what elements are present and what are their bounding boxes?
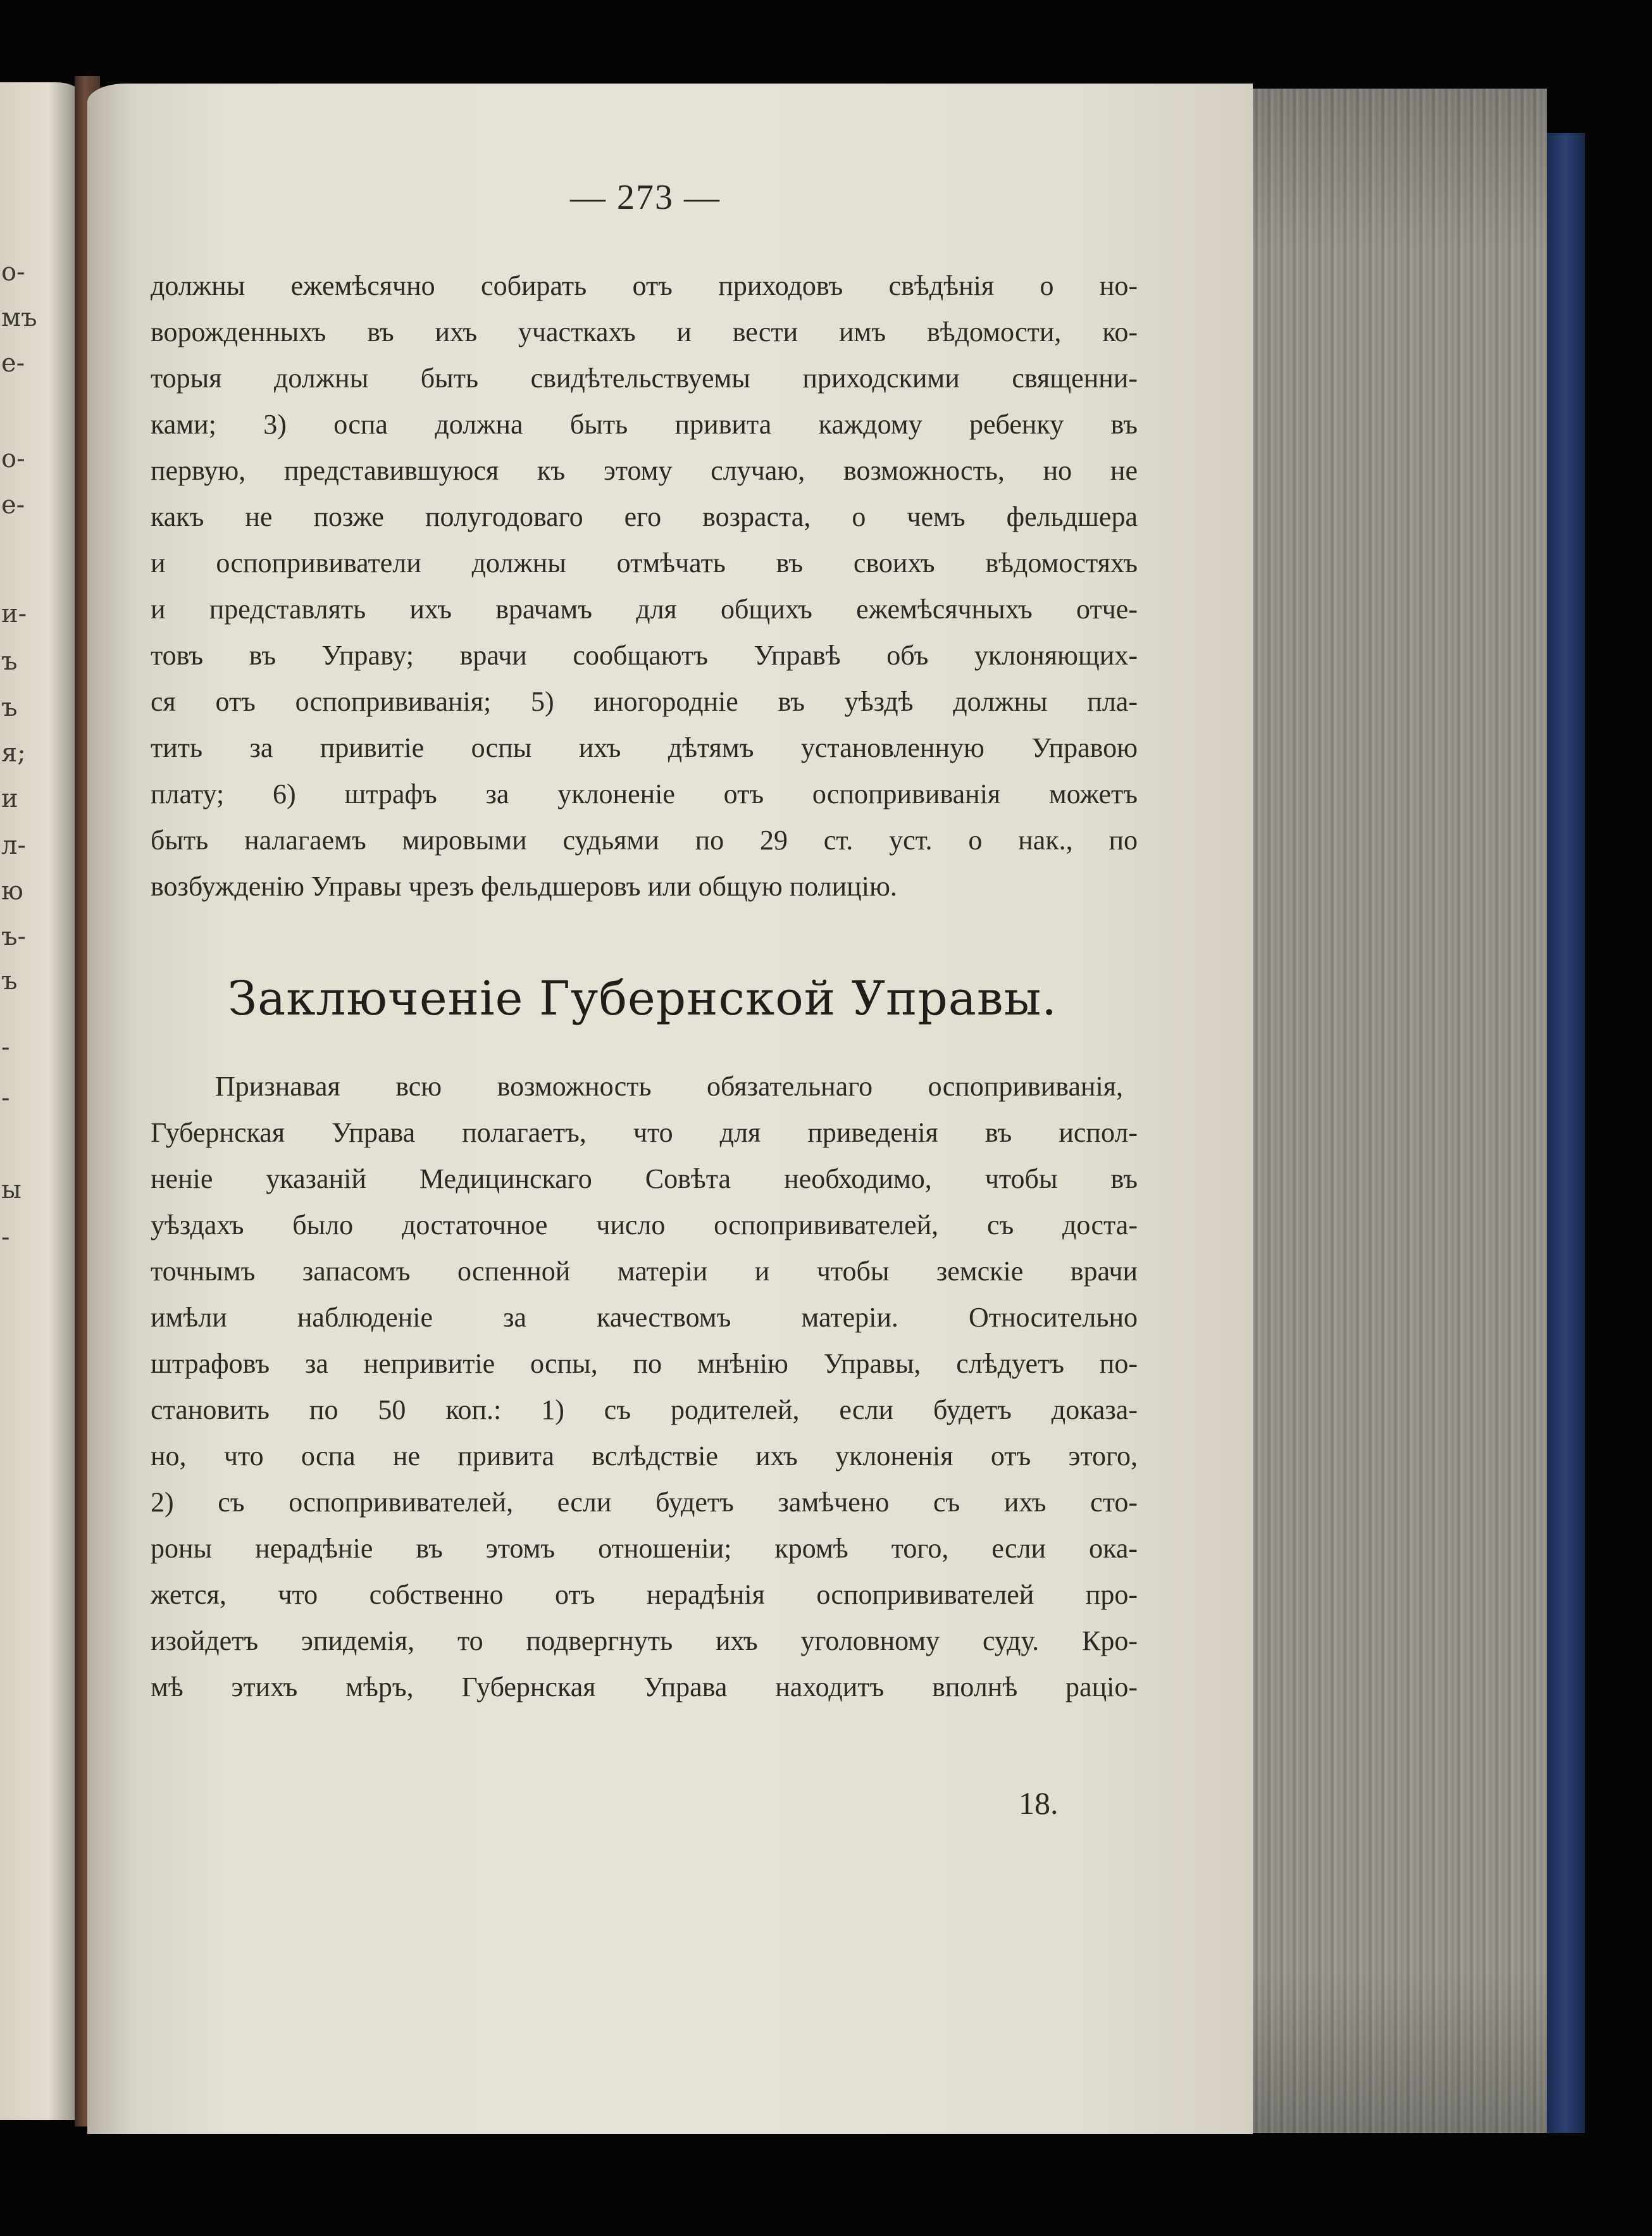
text-line: Губернская Управа полагаетъ, что для приведенія въ испол- <box>151 1117 1138 1148</box>
text-line: но, что оспа не привита вслѣдствіе ихъ уклоненія отъ этого, <box>151 1440 1138 1471</box>
text-line: жется, что собственно отъ нерадѣнія оспопрививателей про- <box>151 1579 1138 1610</box>
left-page-fragment: и <box>1 784 18 813</box>
page-number: — 273 — <box>570 178 721 217</box>
signature-mark: 18. <box>1019 1785 1059 1821</box>
left-page-fragment: ъ <box>1 693 18 722</box>
left-page-fragment: и- <box>1 599 27 628</box>
left-page-fragment: ъ <box>1 647 18 676</box>
text-line: первую, представившуюся къ этому случаю, возможность, но не <box>151 455 1138 486</box>
left-page-fragment: - <box>1 1084 10 1113</box>
text-line: какъ не позже полугодоваго его возраста, о чемъ фельдшера <box>151 501 1138 532</box>
left-page-fragment: - <box>1 1033 10 1062</box>
section-heading: Заключеніе Губернской Управы. <box>228 971 1057 1026</box>
left-page-fragment: е- <box>1 490 25 520</box>
text-line: возбужденію Управы чрезъ фельдшеровъ или общую полицію. <box>151 871 897 902</box>
text-line: и оспопрививатели должны отмѣчать въ своихъ вѣдомостяхъ <box>151 547 1138 578</box>
text-line: изойдетъ эпидемія, то подвергнуть ихъ уголовному суду. Кро- <box>151 1625 1138 1656</box>
text-line: уѣздахъ было достаточное число оспопрививателей, съ доста- <box>151 1209 1138 1240</box>
left-page-fragment: ъ- <box>1 922 26 951</box>
text-line: тить за привитіе оспы ихъ дѣтямъ установленную Управою <box>151 732 1138 763</box>
text-line: мѣ этихъ мѣръ, Губернская Управа находитъ вполнѣ раціо- <box>151 1671 1138 1702</box>
text-line: и представлять ихъ врачамъ для общихъ ежемѣсячныхъ отче- <box>151 594 1138 625</box>
left-page-fragment: о- <box>1 444 25 473</box>
left-page-fragment: ы <box>1 1175 22 1204</box>
text-line: ся отъ оспопрививанія; 5) иногородніе въ уѣздѣ должны пла- <box>151 686 1138 717</box>
text-line: становить по 50 коп.: 1) съ родителей, если будетъ доказа- <box>151 1394 1138 1425</box>
text-line: роны нерадѣніе въ этомъ отношеніи; кромѣ того, если ока- <box>151 1533 1138 1564</box>
text-line: товъ въ Управу; врачи сообщаютъ Управѣ объ уклоняющих- <box>151 640 1138 671</box>
text-line: быть налагаемъ мировыми судьями по 29 ст. уст. о нак., по <box>151 825 1138 856</box>
text-line: торыя должны быть свидѣтельствуемы приходскими священни- <box>151 363 1138 394</box>
left-page-fragment: - <box>1 1223 10 1252</box>
left-page-fragment: е- <box>1 349 25 378</box>
left-page-fragment: о- <box>1 258 25 287</box>
left-facing-page <box>0 82 81 2120</box>
left-page-fragment: я; <box>1 739 26 768</box>
left-page-fragment: мъ <box>1 303 37 332</box>
left-page-fragment: л- <box>1 831 26 860</box>
left-page-fragment: ъ <box>1 966 18 996</box>
text-line: Признавая всю возможность обязательнаго оспопрививанія, <box>215 1071 1123 1102</box>
text-line: плату; 6) штрафъ за уклоненіе отъ оспопрививанія можетъ <box>151 778 1138 809</box>
text-line: точнымъ запасомъ оспенной матеріи и чтобы земскіе врачи <box>151 1256 1138 1287</box>
page-edges <box>1250 89 1547 2133</box>
left-page-fragment: ю <box>1 877 23 906</box>
text-line: должны ежемѣсячно собирать отъ приходовъ свѣдѣнія о но- <box>151 270 1138 301</box>
text-line: неніе указаній Медицинскаго Совѣта необходимо, чтобы въ <box>151 1163 1138 1194</box>
book-cover-edge <box>1547 133 1585 2133</box>
text-line: штрафовъ за непривитіе оспы, по мнѣнію Управы, слѣдуетъ по- <box>151 1348 1138 1379</box>
text-line: ками; 3) оспа должна быть привита каждому ребенку въ <box>151 409 1138 440</box>
text-line: 2) съ оспопрививателей, если будетъ замѣчено съ ихъ сто- <box>151 1487 1138 1518</box>
text-line: ворожденныхъ въ ихъ участкахъ и вести имъ вѣдомости, ко- <box>151 316 1138 347</box>
text-line: имѣли наблюденіе за качествомъ матеріи. Относительно <box>151 1302 1138 1333</box>
